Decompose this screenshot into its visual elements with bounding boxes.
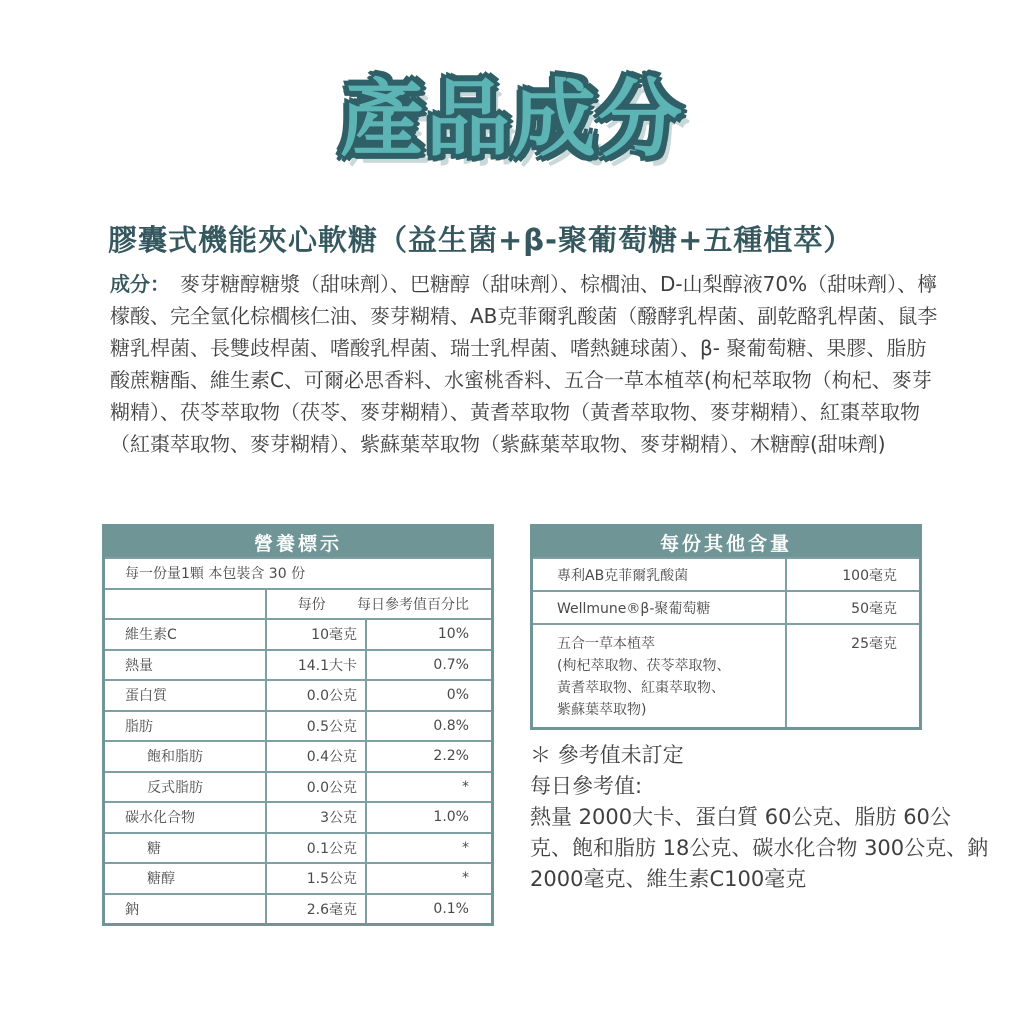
nutrient-name: 脂肪 [104,711,267,742]
nutrient-amount: 0.1公克 [266,833,366,864]
herbal-detail-line: (枸杞萃取物、茯苓萃取物、 [557,658,731,674]
nutrient-amount: 0.5公克 [266,711,366,742]
nutrient-name: 飽和脂肪 [104,741,267,772]
herbal-detail-line: 黃耆萃取物、紅棗萃取物、 [557,680,725,696]
nutrition-row [104,711,493,742]
nutrition-row [104,863,493,894]
nutrition-row [104,894,493,925]
nutrient-name: 維生素C [104,619,267,650]
nutrition-row [104,680,493,711]
nutrient-name: 蛋白質 [104,680,267,711]
nutrition-row [104,802,493,833]
nutrient-name: 糖醇 [104,863,267,894]
other-row-name: 專利AB克菲爾乳酸菌 [532,558,787,591]
nutrient-daily-pct: 0.7% [366,650,493,681]
other-content-table [530,524,922,730]
other-table-title: 每份其他含量 [532,526,921,559]
nutrition-row [104,772,493,803]
other-row-herbal [532,624,787,729]
other-row-name: 五合一草本植萃 [557,636,655,652]
nutrient-name: 鈉 [104,894,267,925]
nutrient-daily-pct: 10% [366,619,493,650]
nutrient-amount: 0.4公克 [266,741,366,772]
nutrition-row [104,741,493,772]
other-row-name: Wellmune®β-聚葡萄糖 [532,591,787,624]
other-row-value: 50毫克 [786,591,921,624]
nutrient-amount: 0.0公克 [266,680,366,711]
nutrient-amount: 10毫克 [266,619,366,650]
nutrient-name: 熱量 [104,650,267,681]
nutrient-daily-pct: 0.8% [366,711,493,742]
herbal-detail-line: 紫蘇葉萃取物) [557,702,647,718]
daily-reference-label: 每日參考值: [530,774,643,798]
nutrient-daily-pct: 2.2% [366,741,493,772]
nutrient-amount: 2.6毫克 [266,894,366,925]
nutrition-row [104,833,493,864]
other-row-value: 25毫克 [786,624,921,729]
nutrition-row [104,619,493,650]
other-row-value: 100毫克 [786,558,921,591]
nutrient-amount: 14.1大卡 [266,650,366,681]
ingredients-block [110,268,940,460]
nutrient-amount: 0.0公克 [266,772,366,803]
serving-info: 每一份量1顆 本包裝含 30 份 [104,558,493,589]
nutrient-name: 反式脂肪 [104,772,267,803]
product-name: 膠囊式機能夾心軟糖（益生菌+β-聚葡萄糖+五種植萃） [108,223,854,257]
nutrition-column-header [266,589,493,620]
nutrition-table [102,524,494,926]
col-per-serving: 每份 [297,596,326,613]
nutrition-table-title: 營養標示 [104,526,493,559]
nutrient-amount: 1.5公克 [266,863,366,894]
ingredients-label: 成分： [110,272,170,296]
nutrient-daily-pct: 0.1% [366,894,493,925]
nutrition-row [104,650,493,681]
reference-notes [530,740,990,895]
header-empty-cell [104,589,267,620]
nutrient-name: 糖 [104,833,267,864]
nutrient-daily-pct: 1.0% [366,802,493,833]
ingredients-text: 麥芽糖醇糖漿（甜味劑）、巴糖醇（甜味劑）、棕櫚油、D-山梨醇液70%（甜味劑）、檸檬酸、完全氫化棕櫚核仁油、麥芽糊精、AB克菲爾乳酸菌（醱酵乳桿菌、副乾酪乳桿菌、鼠李糖乳桿菌、長雙歧桿菌、嗜酸乳桿菌、瑞士乳桿菌、嗜熱鏈球菌）、β- 聚葡萄糖、果膠、脂肪酸蔗糖酯、維生素C、可爾必思香料、水蜜桃香料、五合一草本植萃(枸杞萃取物（枸杞、麥芽糊精）、茯苓萃取物（茯苓、麥芽糊精）、黃耆萃取物（黃耆萃取物、麥芽糊精）、紅棗萃取物（紅棗萃取物、麥芽糊精）、紫蘇葉萃取物（紫蘇葉萃取物、麥芽糊精）、木糖醇(甜味劑) [110,272,938,456]
nutrient-daily-pct: * [366,863,493,894]
page-hero-title: 產品成分 [339,70,684,168]
asterisk-note: ＊ 參考值未訂定 [530,743,684,767]
nutrient-daily-pct: * [366,833,493,864]
nutrition-rows [104,619,493,925]
nutrient-name: 碳水化合物 [104,802,267,833]
nutrient-daily-pct: * [366,772,493,803]
nutrient-daily-pct: 0% [366,680,493,711]
daily-reference-values: 熱量 2000大卡、蛋白質 60公克、脂肪 60公克、飽和脂肪 18公克、碳水化合物 300公克、鈉 2000毫克、維生素C100毫克 [530,805,989,891]
col-daily-pct: 每日參考值百分比 [357,596,469,613]
nutrient-amount: 3公克 [266,802,366,833]
